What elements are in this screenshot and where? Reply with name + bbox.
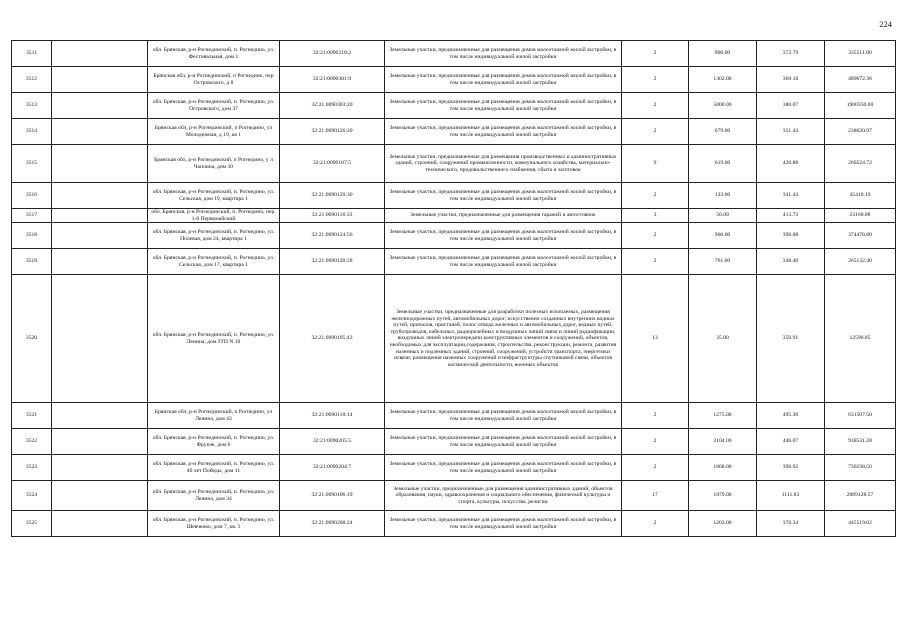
cadastral-number-cell: 32:21:0090205:5 (280, 429, 385, 455)
table-row (12, 481, 896, 511)
blank-cell-cell (52, 511, 148, 537)
cadastral-value-cell: 23168.88 (825, 209, 896, 223)
row-number-cell: 3513 (12, 93, 52, 119)
row-number-cell: 3524 (12, 481, 52, 511)
table-row (12, 41, 896, 67)
area-cell: 619.00 (689, 145, 757, 183)
use-group-cell: 9 (622, 145, 689, 183)
table-row (12, 455, 896, 481)
blank-cell-cell (52, 455, 148, 481)
land-use-type-cell: Земельные участки, предназначенные для размещения домов малоэтажной жилой застройки, в том числе индивидуальной жилой застройки (385, 455, 622, 481)
address-cell: обл. Брянская, р-н Рогнединский, п. Рогнедино, ул. 40 лет Победы, дом 11 (148, 455, 280, 481)
address-cell: обл. Брянская, р-н Рогнединский, п. Рогнедино, ул. Ленина, дом 3ТП N 10 (148, 275, 280, 403)
use-group-cell: 2 (622, 455, 689, 481)
use-group-cell: 2 (622, 93, 689, 119)
address-cell: обл. Брянская, р-н Рогнединский, п. Рогнедино, ул. Островского, дом 37 (148, 93, 280, 119)
row-number-cell: 3519 (12, 249, 52, 275)
blank-cell-cell (52, 209, 148, 223)
table-row (12, 429, 896, 455)
area-cell: 900.00 (689, 41, 757, 67)
blank-cell-cell (52, 403, 148, 429)
land-use-type-cell: Земельные участки, предназначенные для размещения домов малоэтажной жилой застройки, в том числе индивидуальной жилой застройки (385, 41, 622, 67)
cadastral-value-cell: 260524.72 (825, 145, 896, 183)
use-group-cell: 2 (622, 249, 689, 275)
specific-value-cell: 390.92 (757, 455, 825, 481)
cadastral-value-cell: 238620.97 (825, 119, 896, 145)
land-use-type-cell: Земельные участки, предназначенные для размещения производственных и административных зданий, строений, сооружений промышленности, коммунального хозяйства, материально-технического, продовольственного снабжения, сбыта и заготовок (385, 145, 622, 183)
cadastral-number-cell: 32:21:0090204:7 (280, 455, 385, 481)
land-use-type-cell: Земельные участки, предназначенные для размещения домов малоэтажной жилой застройки, в том числе индивидуальной жилой застройки (385, 511, 622, 537)
specific-value-cell: 390.08 (757, 223, 825, 249)
cadastral-number-cell: 32:21:0090126:20 (280, 119, 385, 145)
cadastral-number-cell: 32:21:0090208:24 (280, 511, 385, 537)
address-cell: Брянская обл, р-н Рогнединский, п Рогнедино, пер Островского, д 8 (148, 67, 280, 93)
area-cell: 1868.00 (689, 455, 757, 481)
land-use-type-cell: Земельные участки, предназначенные для размещения домов малоэтажной жилой застройки, в том числе индивидуальной жилой застройки (385, 249, 622, 275)
cadastral-value-table (11, 40, 896, 537)
cadastral-value-cell: 45410.19 (825, 183, 896, 209)
specific-value-cell: 369.18 (757, 67, 825, 93)
specific-value-cell: 370.34 (757, 511, 825, 537)
area-cell: 1879.00 (689, 481, 757, 511)
address-cell: обл. Брянская, р-н Рогнединский, п. Рогнедино, ул. Шевченко, дом 7, кв. 1 (148, 511, 280, 537)
cadastral-number-cell: 32:21:0090124:56 (280, 223, 385, 249)
address-cell: Брянская обл, р-н Рогнединский, п Рогнедино, ул Молодежная, д 19, кв 1 (148, 119, 280, 145)
use-group-cell: 2 (622, 41, 689, 67)
use-group-cell: 3 (622, 209, 689, 223)
cadastral-number-cell: 32:21:0090210:2 (280, 41, 385, 67)
address-cell: обл. Брянская, р-н Рогнединский, п. Рогнедино, ул. Сельская, дом 17, квартира 1 (148, 249, 280, 275)
row-number-cell: 3517 (12, 209, 52, 223)
cadastral-value-cell: 445519.02 (825, 511, 896, 537)
address-cell: обл. Брянская, р-н Рогнединский, п. Рогнедино, ул. Полевая, дом 24, квартира 1 (148, 223, 280, 249)
table-row (12, 119, 896, 145)
table-row (12, 223, 896, 249)
row-number-cell: 3520 (12, 275, 52, 403)
use-group-cell: 2 (622, 403, 689, 429)
use-group-cell: 2 (622, 183, 689, 209)
cadastral-number-cell: 32:21:0090110:14 (280, 403, 385, 429)
cadastral-number-cell: 32:21:0090116:33 (280, 209, 385, 223)
row-number-cell: 3525 (12, 511, 52, 537)
cadastral-value-cell: 938531.28 (825, 429, 896, 455)
blank-cell-cell (52, 183, 148, 209)
area-cell: 1275.00 (689, 403, 757, 429)
specific-value-cell: 348.40 (757, 249, 825, 275)
land-use-type-cell: Земельные участки, предназначенные для размещения гаражей и автостоянок (385, 209, 622, 223)
row-number-cell: 3518 (12, 223, 52, 249)
row-number-cell: 3522 (12, 429, 52, 455)
use-group-cell: 2 (622, 429, 689, 455)
cadastral-value-cell: 335511.00 (825, 41, 896, 67)
row-number-cell: 3512 (12, 67, 52, 93)
table-row (12, 209, 896, 223)
area-cell: 133.00 (689, 183, 757, 209)
cadastral-number-cell: 32:21:0090106:19 (280, 481, 385, 511)
cadastral-value-cell: 12596.85 (825, 275, 896, 403)
blank-cell-cell (52, 145, 148, 183)
table-row (12, 511, 896, 537)
page-number: 224 (879, 19, 892, 29)
address-cell: обл. Брянская, р-н Рогнединский, п. Рогнедино, ул. Ленина, дом 34 (148, 481, 280, 511)
cadastral-number-cell: 32:21:0090107:5 (280, 145, 385, 183)
blank-cell-cell (52, 119, 148, 145)
area-cell: 35.00 (689, 275, 757, 403)
address-cell: обл. Брянская, р-н Рогнединский, п. Рогнедино, ул. Сельская, дом 19, квартира 1 (148, 183, 280, 209)
land-use-type-cell: Земельные участки, предназначенные для размещения домов малоэтажной жилой застройки, в том числе индивидуальной жилой застройки (385, 223, 622, 249)
table-row (12, 67, 896, 93)
cadastral-value-cell: 1900350.00 (825, 93, 896, 119)
blank-cell-cell (52, 481, 148, 511)
area-cell: 5000.00 (689, 93, 757, 119)
row-number-cell: 3511 (12, 41, 52, 67)
specific-value-cell: 495.30 (757, 403, 825, 429)
land-use-type-cell: Земельные участки, предназначенные для размещения домов малоэтажной жилой застройки, в том числе индивидуальной жилой застройки (385, 183, 622, 209)
cadastral-number-cell: 32:21:0090105:43 (280, 275, 385, 403)
use-group-cell: 17 (622, 481, 689, 511)
blank-cell-cell (52, 429, 148, 455)
land-use-type-cell: Земельные участки, предназначенные для размещения домов малоэтажной жилой застройки, в том числе индивидуальной жилой застройки (385, 403, 622, 429)
row-number-cell: 3521 (12, 403, 52, 429)
area-cell: 679.00 (689, 119, 757, 145)
table-row (12, 403, 896, 429)
specific-value-cell: 380.07 (757, 93, 825, 119)
address-cell: Брянская обл, р-н Рогнединский, п Рогнедино, у л Чаплина, дом 30 (148, 145, 280, 183)
specific-value-cell: 413.73 (757, 209, 825, 223)
specific-value-cell: 1111.83 (757, 481, 825, 511)
cadastral-value-cell: 2089128.57 (825, 481, 896, 511)
area-cell: 56.00 (689, 209, 757, 223)
use-group-cell: 2 (622, 119, 689, 145)
land-use-type-cell: Земельные участки, предназначенные для размещения домов малоэтажной жилой застройки, в том числе индивидуальной жилой застройки (385, 67, 622, 93)
cadastral-number-cell: 32:21:0090120:28 (280, 249, 385, 275)
use-group-cell: 2 (622, 223, 689, 249)
area-cell: 1302.00 (689, 67, 757, 93)
area-cell: 1203.00 (689, 511, 757, 537)
blank-cell-cell (52, 249, 148, 275)
land-use-type-cell: Земельные участки, предназначенные для размещения административных зданий, объектов образования, науки, здравоохранения и социального обеспечения, физической культуры и спорта, культуры, искусства, религии (385, 481, 622, 511)
row-number-cell: 3523 (12, 455, 52, 481)
specific-value-cell: 351.43 (757, 119, 825, 145)
table-row (12, 249, 896, 275)
blank-cell-cell (52, 223, 148, 249)
area-cell: 960.00 (689, 223, 757, 249)
address-cell: обл. Брянская, р-н Рогнединский, п. Рогнедино, ул. Фрунзе, дом 6 (148, 429, 280, 455)
specific-value-cell: 359.91 (757, 275, 825, 403)
area-cell: 761.00 (689, 249, 757, 275)
cadastral-value-cell: 631507.50 (825, 403, 896, 429)
use-group-cell: 2 (622, 67, 689, 93)
specific-value-cell: 341.43 (757, 183, 825, 209)
area-cell: 2104.00 (689, 429, 757, 455)
cadastral-number-cell: 32:21:0090120:30 (280, 183, 385, 209)
specific-value-cell: 372.79 (757, 41, 825, 67)
land-use-type-cell: Земельные участки, предназначенные для размещения домов малоэтажной жилой застройки, в том числе индивидуальной жилой застройки (385, 93, 622, 119)
address-cell: Брянская обл, р-н Рогнединский, п Рогнедино, ул Ленина, дом 42 (148, 403, 280, 429)
address-cell: обл. Брянская, р-н Рогнединский, п. Рогнедино, пер. 1-й Первомайский (148, 209, 280, 223)
cadastral-value-cell: 480672.36 (825, 67, 896, 93)
blank-cell-cell (52, 275, 148, 403)
specific-value-cell: 420.88 (757, 145, 825, 183)
specific-value-cell: 446.07 (757, 429, 825, 455)
row-number-cell: 3515 (12, 145, 52, 183)
table-row (12, 275, 896, 403)
table-row (12, 183, 896, 209)
use-group-cell: 13 (622, 275, 689, 403)
cadastral-value-cell: 374476.80 (825, 223, 896, 249)
blank-cell-cell (52, 41, 148, 67)
row-number-cell: 3514 (12, 119, 52, 145)
row-number-cell: 3516 (12, 183, 52, 209)
land-use-type-cell: Земельные участки, предназначенные для размещения домов малоэтажной жилой застройки, в том числе индивидуальной жилой застройки (385, 429, 622, 455)
address-cell: обл. Брянская, р-н Рогнединский, п. Рогнедино, ул. Фестивальная, дом 1 (148, 41, 280, 67)
table-row (12, 145, 896, 183)
land-use-type-cell: Земельные участки, предназначенные для размещения домов малоэтажной жилой застройки, в том числе индивидуальной жилой застройки (385, 119, 622, 145)
cadastral-value-cell: 265132.40 (825, 249, 896, 275)
land-use-type-cell: Земельные участки, предназначенные для разработки полезных ископаемых, размещения железнодорожных путей, автомобильных дорог, искусственно созданных внутренних водных путей, причалов, пристаней, полос отвода железных и автомобильных дорог, водных путей, трубопроводов, кабельных, радиорелейных и воздушных линий связи и линий радиофикации, воздушных линий электропередачи конструктивных элементов и сооружений, объектов, необходимых для эксплуатации,содержания, строительства, реконструкции, ремонта, развития наземных и подземных зданий, строений, сооружений, устройств транспорта, энергетики исвязи; размещения наземных сооружений и инфраструктуры спутниковой связи, объектов космической деятельности, военных объектов (385, 275, 622, 403)
cadastral-number-cell: 32:21:0090303:20 (280, 93, 385, 119)
use-group-cell: 2 (622, 511, 689, 537)
table-row (12, 93, 896, 119)
cadastral-value-cell: 730238.56 (825, 455, 896, 481)
cadastral-number-cell: 32:21:0090301:9 (280, 67, 385, 93)
blank-cell-cell (52, 93, 148, 119)
blank-cell-cell (52, 67, 148, 93)
